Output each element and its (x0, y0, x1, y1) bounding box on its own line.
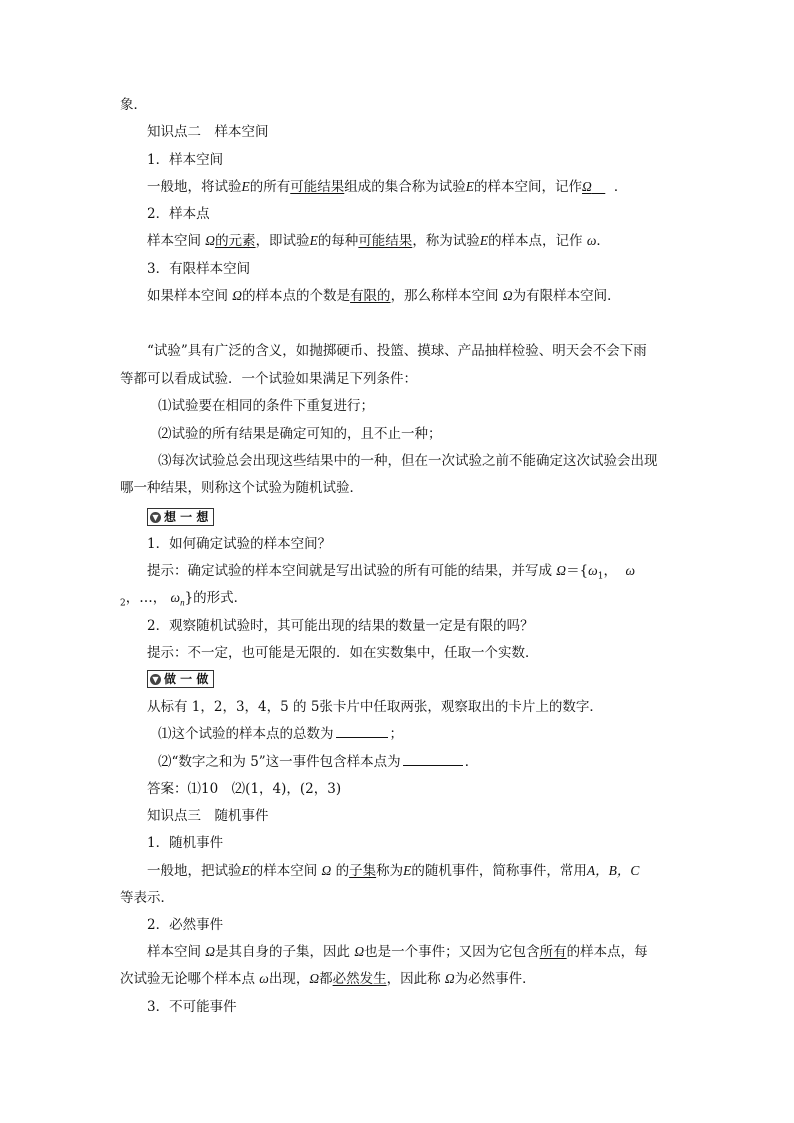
text-line: 样本空间 Ω的元素，即试验E的每种可能结果，称为试验E的样本点，记作 ω． (147, 233, 610, 249)
question: 1．如何确定试验的样本空间？ (147, 536, 332, 552)
subheading: 3．不可能事件 (147, 999, 237, 1015)
text-line: 等表示． (120, 890, 174, 906)
do-badge: ▼ 做 一 做 (147, 670, 214, 688)
hint: 提示：不一定，也可能是无限的．如在实数集中，任取一个实数． (147, 645, 539, 661)
text-line: 如果样本空间 Ω的样本点的个数是有限的，那么称样本空间 Ω为有限样本空间． (147, 288, 621, 304)
text-line: 哪一种结果，则称这个试验为随机试验． (120, 480, 363, 496)
think-badge: ▼ 想 一 想 (147, 508, 214, 526)
answer-blank (336, 724, 388, 738)
answer: 答案：⑴10 ⑵(1，4)，(2，3) (147, 781, 342, 797)
subheading: 3．有限样本空间 (147, 261, 251, 277)
exercise-item: ⑴这个试验的样本点的总数为 ； (158, 726, 403, 742)
chevron-down-icon: ▼ (150, 512, 161, 523)
text-line: 等都可以看成试验．一个试验如果满足下列条件： (120, 371, 417, 387)
section-heading-sample-space: 知识点二 样本空间 (147, 124, 269, 140)
hint: 提示：确定试验的样本空间就是写出试验的所有可能的结果，并写成 $\Omega=\{\omega_1$， ω (147, 563, 636, 582)
text-line: 象． (120, 97, 147, 113)
text-line: 次试验无论哪个样本点 ω出现，Ω都必然发生，因此称 Ω为必然事件． (120, 971, 536, 987)
subheading: 1．样本空间 (147, 152, 224, 168)
list-item: ⑶每次试验总会出现这些结果中的一种，但在一次试验之前不能确定这次试验会出现 (158, 453, 658, 469)
subheading: 2．必然事件 (147, 917, 224, 933)
question: 2．观察随机试验时，其可能出现的结果的数量一定是有限的吗？ (147, 618, 534, 634)
list-item: ⑵试验的所有结果是确定可知的，且不止一种； (158, 426, 442, 442)
answer-blank (403, 752, 463, 766)
exercise: 从标有 1，2，3，4，5 的 5张卡片中任取两张，观察取出的卡片上的数字． (147, 699, 603, 715)
subheading: 2．样本点 (147, 206, 210, 222)
chevron-down-icon: ▼ (150, 674, 161, 685)
text-line: 样本空间 Ω是其自身的子集，因此 Ω也是一个事件；又因为它包含所有的样本点，每 (147, 944, 648, 960)
text-line: “试验”具有广泛的含义，如抛掷硬币、投篮、摸球、产品抽样检验、明天会不会下雨 (147, 343, 647, 359)
list-item: ⑴试验要在相同的条件下重复进行； (158, 398, 374, 414)
subheading: 1．随机事件 (147, 835, 224, 851)
section-heading-random-event: 知识点三 随机事件 (147, 808, 269, 824)
text-line: 一般地，将试验E的所有可能结果组成的集合称为试验E的样本空间，记作Ω ． (147, 179, 628, 195)
exercise-item: ⑵“数字之和为 5”这一事件包含样本点为 ． (158, 754, 479, 770)
hint: $_2$，…， $\omega_n$}的形式． (120, 590, 248, 609)
text-line: 一般地，把试验E的样本空间 Ω 的子集称为E的随机事件，简称事件，常用A，B，C (147, 863, 640, 879)
